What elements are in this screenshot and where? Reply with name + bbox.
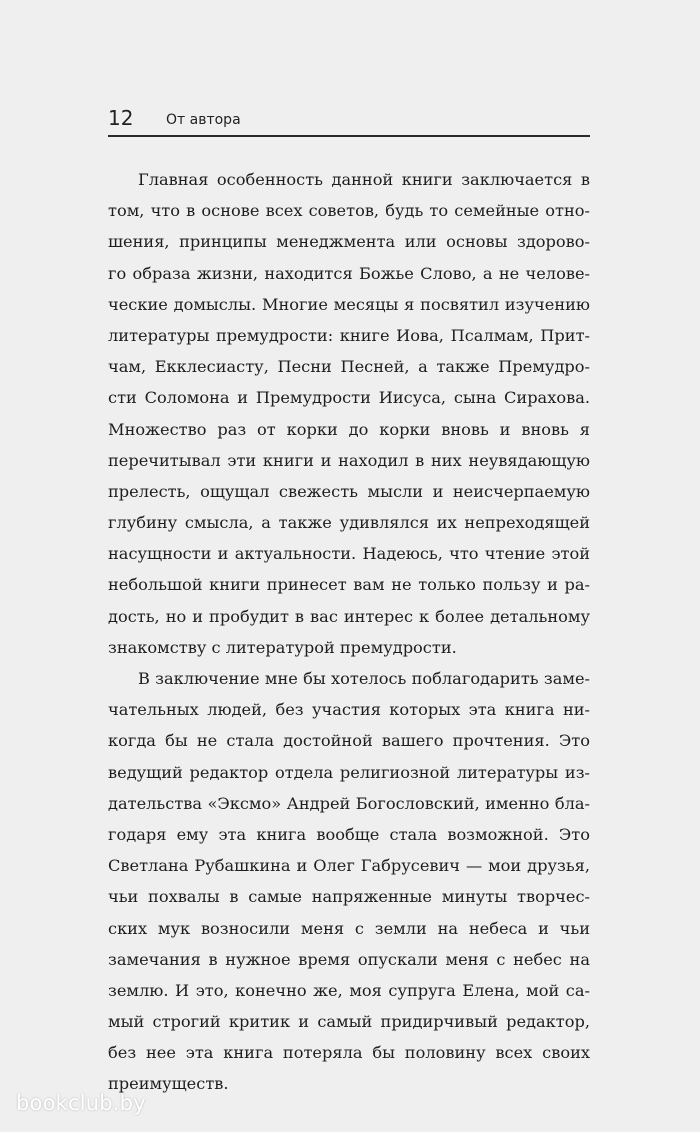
body-text (108, 164, 590, 1100)
text-line: насущности и актуальности. Надеюсь, что чтение этой (108, 544, 590, 564)
text-line: без нее эта книга потеряла бы половину всех своих (108, 1043, 590, 1063)
text-line: прелесть, ощущал свежесть мысли и неисчерпаемую (108, 481, 590, 501)
text-line: Множество раз от корки до корки вновь и вновь я (108, 419, 590, 439)
text-line: том, что в основе всех советов, будь то семейные отно- (108, 201, 590, 221)
text-line: шения, принципы менеджмента или основы здорово- (108, 232, 590, 252)
text-line: годаря ему эта книга вообще стала возможной. Это (108, 824, 590, 844)
text-line: дость, но и пробудит в вас интерес к более детальному (108, 606, 590, 626)
text-line: сти Соломона и Премудрости Иисуса, сына Сирахова. (108, 388, 590, 408)
page-number: 12 (108, 106, 134, 130)
paragraph-1 (108, 164, 590, 663)
paragraph-2 (108, 663, 590, 1100)
text-line: перечитывал эти книги и находил в них неувядающую (108, 450, 590, 470)
text-line: небольшой книги принесет вам не только пользу и ра- (108, 575, 590, 595)
text-line: Главная особенность данной книги заключается в (138, 170, 590, 189)
text-line: Светлана Рубашкина и Олег Габрусевич — мои друзья, (108, 856, 590, 876)
page-header (108, 104, 590, 132)
text-line: землю. И это, конечно же, моя супруга Елена, мой са- (108, 980, 590, 1000)
text-line: го образа жизни, находится Божье Слово, а не челове- (108, 263, 590, 283)
watermark-logo: bookclub.by (16, 1091, 146, 1115)
text-line: преимуществ. (108, 1074, 229, 1094)
text-line: чательных людей, без участия которых эта книга ни- (108, 700, 590, 720)
text-line: когда бы не стала достойной вашего прочтения. Это (108, 731, 590, 751)
text-line: ведущий редактор отдела религиозной литературы из- (108, 762, 590, 782)
text-line: ческие домыслы. Многие месяцы я посвятил изучению (108, 294, 590, 314)
text-line: мый строгий критик и самый придирчивый редактор, (108, 1012, 590, 1032)
text-line: глубину смысла, а также удивлялся их непреходящей (108, 513, 590, 533)
running-head: От автора (166, 112, 241, 128)
text-line: В заключение мне бы хотелось поблагодарить заме- (138, 669, 590, 688)
text-line: чьи похвалы в самые напряженные минуты творчес- (108, 887, 590, 907)
text-line: чам, Екклесиасту, Песни Песней, а также Премудро- (108, 357, 590, 377)
text-line: знакомству с литературой премудрости. (108, 637, 457, 657)
header-rule (108, 135, 590, 137)
text-line: ских мук возносили меня с земли на небеса и чьи (108, 918, 590, 938)
text-line: литературы премудрости: книге Иова, Псалмам, Прит- (108, 325, 590, 345)
text-line: замечания в нужное время опускали меня с небес на (108, 949, 590, 969)
text-line: дательства «Эксмо» Андрей Богословский, именно бла- (108, 793, 590, 813)
